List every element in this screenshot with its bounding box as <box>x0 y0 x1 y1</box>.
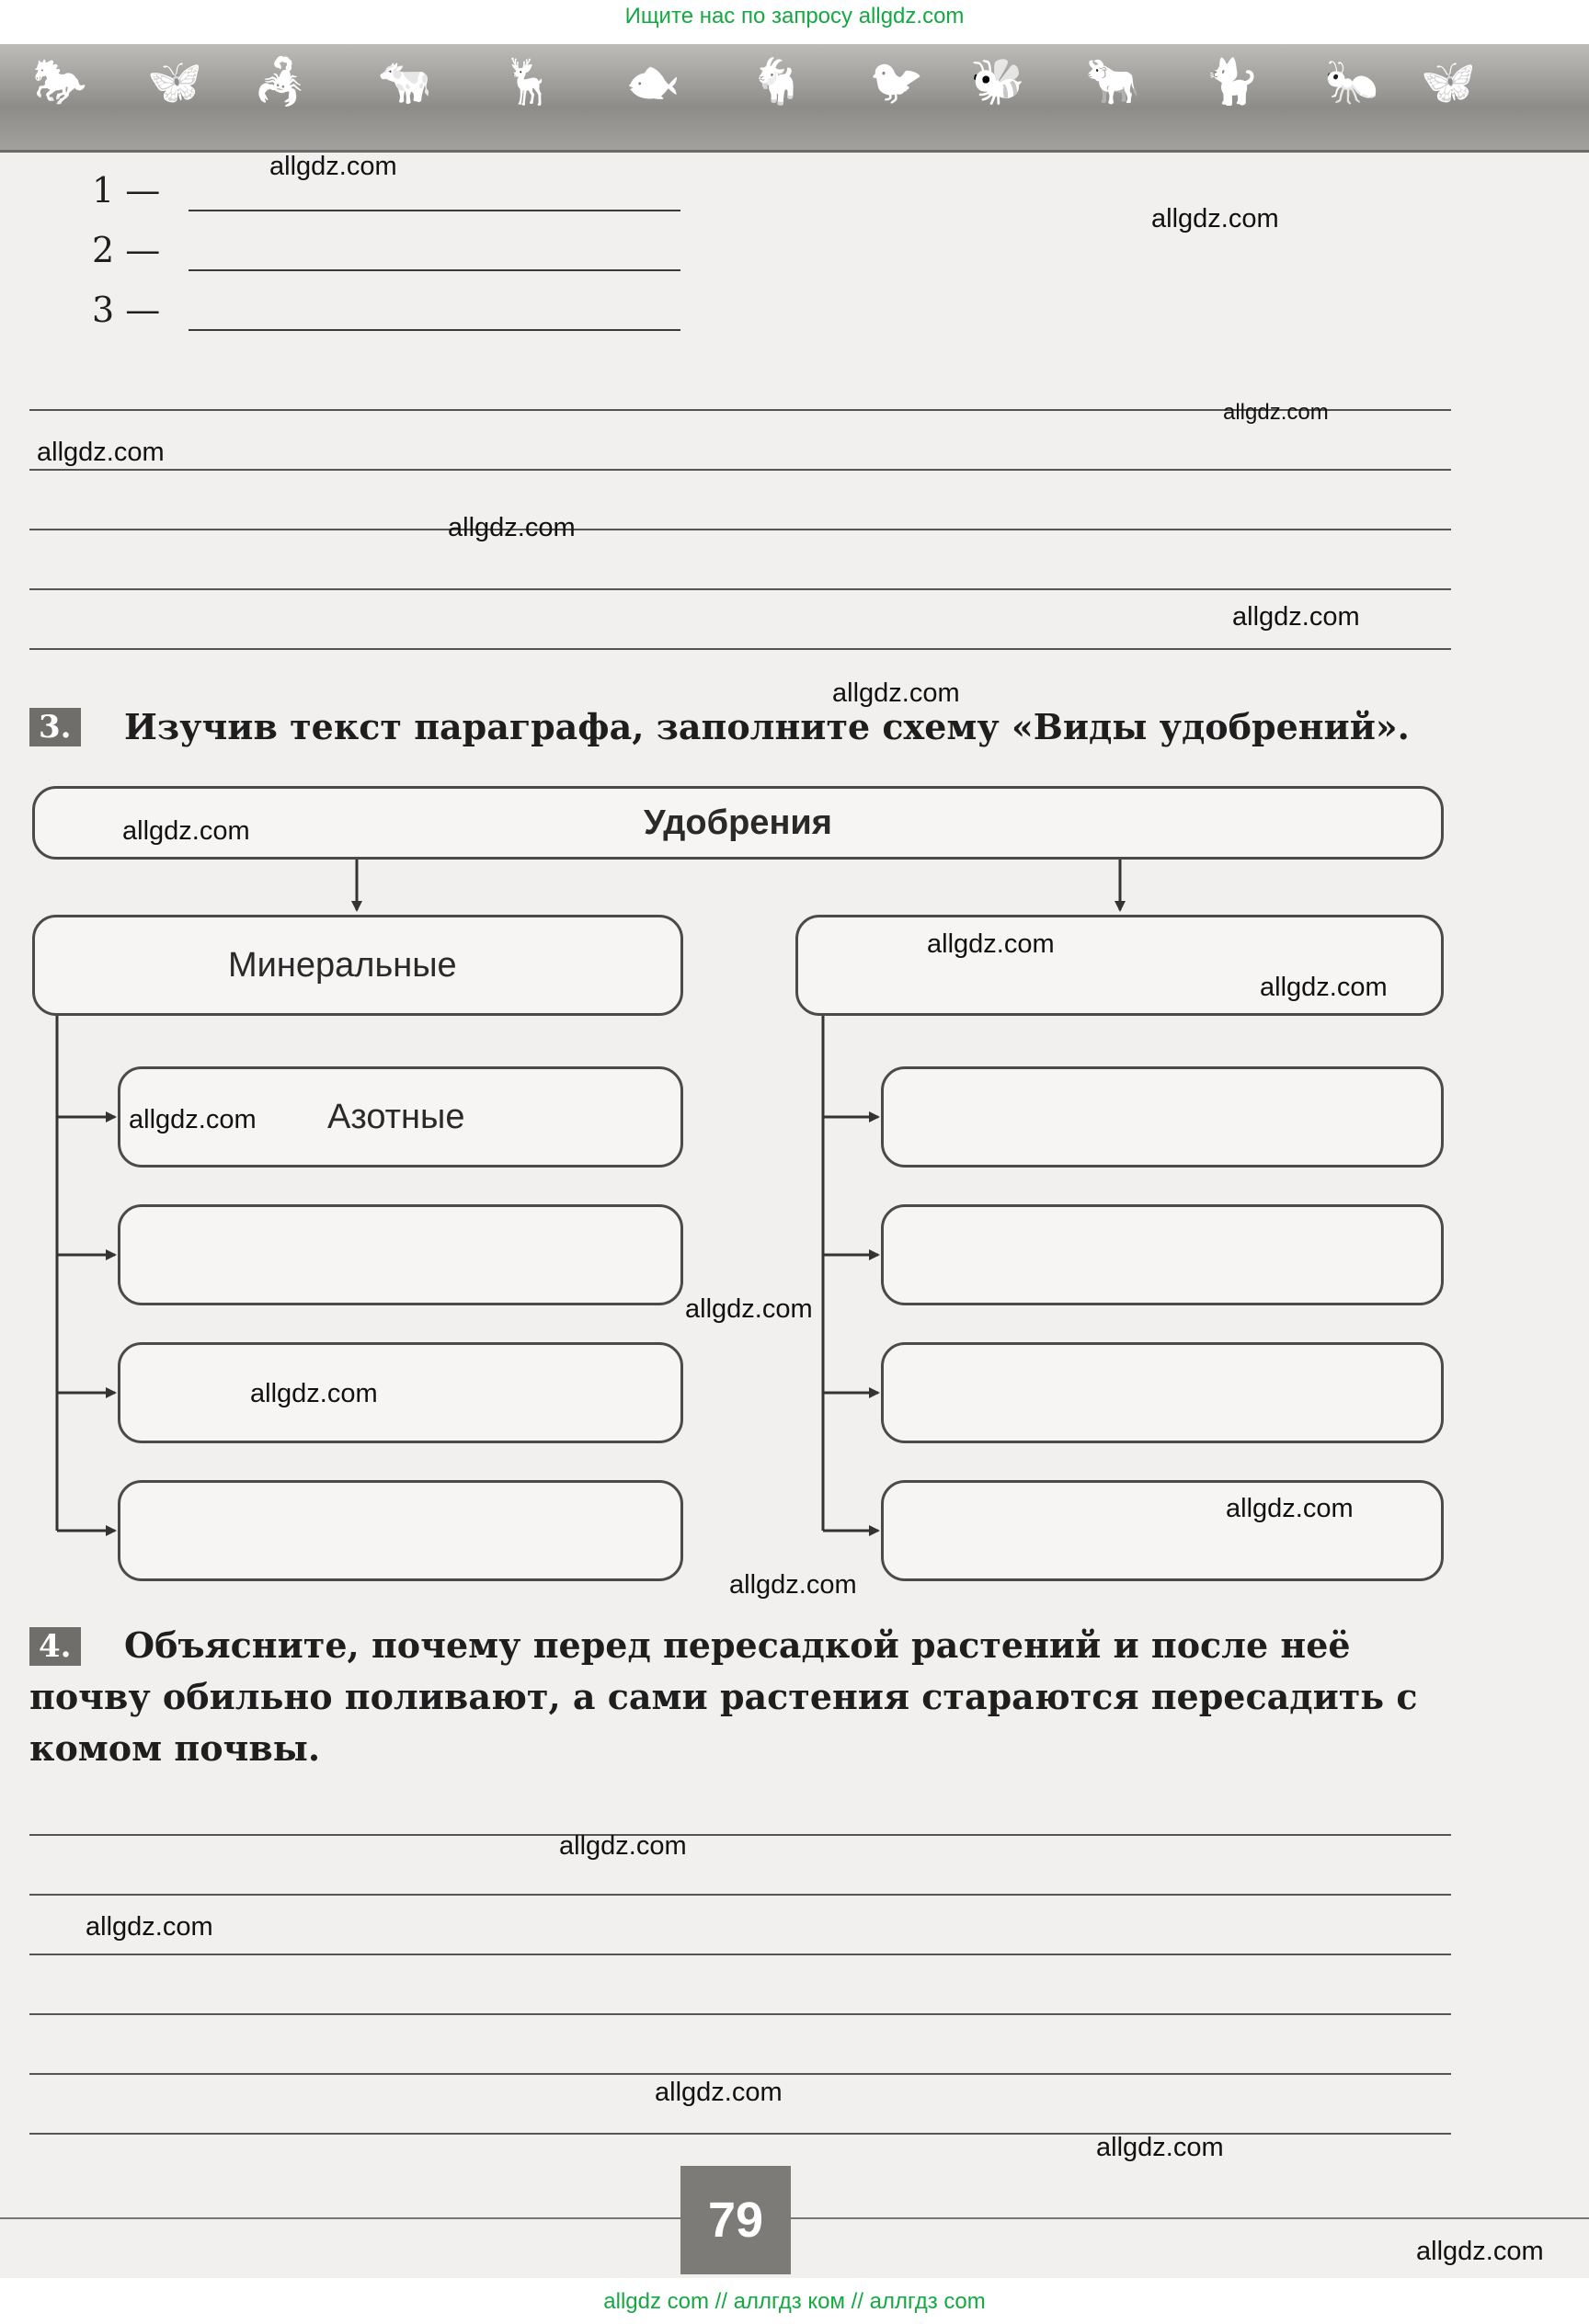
butterfly-icon: 🦋 <box>147 56 202 108</box>
watermark[interactable]: allgdz.com <box>37 438 165 467</box>
watermark[interactable]: allgdz.com <box>269 152 397 181</box>
watermark[interactable]: allgdz.com <box>86 1912 213 1942</box>
watermark[interactable]: allgdz.com <box>129 1105 257 1134</box>
footer-rule <box>0 2217 1589 2219</box>
left-branch-label: Минеральные <box>228 945 457 985</box>
watermark[interactable]: allgdz.com <box>1260 973 1388 1002</box>
watermark[interactable]: allgdz.com <box>1223 400 1329 425</box>
fish-icon: 🐟 <box>625 56 680 108</box>
root-box-label: Удобрения <box>644 803 832 842</box>
bottom-links[interactable]: allgdz com // аллгдз ком // аллгдз com <box>603 2289 986 2314</box>
left-item-label-1: Азотные <box>327 1097 465 1136</box>
watermark[interactable]: allgdz.com <box>448 513 576 542</box>
ruled-line[interactable] <box>29 1954 1451 1955</box>
left-item-box-2[interactable] <box>118 1204 683 1305</box>
watermark[interactable]: allgdz.com <box>729 1570 857 1600</box>
ant-icon: 🐜 <box>1324 56 1379 108</box>
cat-icon: 🐈 <box>1205 56 1260 108</box>
deer-icon: 🦌 <box>501 56 556 108</box>
right-item-box-3[interactable] <box>881 1342 1444 1443</box>
watermark[interactable]: allgdz.com <box>927 929 1055 959</box>
ruled-line[interactable] <box>29 2073 1451 2075</box>
task-4-number: 4. <box>29 1627 81 1666</box>
task-3-text: Изучив текст параграфа, заполните схему «Виды удобрений». <box>124 706 1410 747</box>
watermark[interactable]: allgdz.com <box>559 1831 687 1861</box>
numbered-line-3: 3 — <box>92 290 161 330</box>
ruled-line[interactable] <box>29 2133 1451 2135</box>
insect-icon: 🐝 <box>970 56 1025 108</box>
ruled-line[interactable] <box>29 2013 1451 2015</box>
watermark[interactable]: allgdz.com <box>1416 2237 1544 2266</box>
cow-icon: 🐄 <box>377 56 432 108</box>
watermark[interactable]: allgdz.com <box>1232 602 1360 632</box>
watermark[interactable]: allgdz.com <box>122 816 250 846</box>
horse-icon: 🐎 <box>32 56 87 108</box>
numbered-line-2: 2 — <box>92 230 161 270</box>
scorpion-icon: 🦂 <box>253 56 308 108</box>
moth-icon: 🦋 <box>1421 56 1476 108</box>
watermark[interactable]: allgdz.com <box>1096 2133 1224 2162</box>
right-item-box-1[interactable] <box>881 1066 1444 1168</box>
ruled-line[interactable] <box>29 1894 1451 1896</box>
left-branch-box[interactable] <box>32 915 683 1016</box>
bird-icon: 🐦 <box>869 56 924 108</box>
task-3-number: 3. <box>29 708 81 746</box>
watermark[interactable]: allgdz.com <box>1226 1494 1354 1523</box>
bull-icon: 🐂 <box>1085 56 1140 108</box>
left-item-box-4[interactable] <box>118 1480 683 1581</box>
numbered-line-1: 1 — <box>92 170 161 211</box>
goat-icon: 🐐 <box>749 56 805 108</box>
top-search-link[interactable]: Ищите нас по запросу allgdz.com <box>624 4 965 28</box>
watermark[interactable]: allgdz.com <box>250 1379 378 1408</box>
watermark[interactable]: allgdz.com <box>1151 204 1279 234</box>
page-number: 79 <box>680 2166 791 2274</box>
watermark[interactable]: allgdz.com <box>832 678 960 708</box>
right-item-box-2[interactable] <box>881 1204 1444 1305</box>
task-4-text: Объясните, почему перед пересадкой растений и после неё почву обильно поливают, а сами растения стараются пересадить с комом почвы. <box>29 1624 1418 1769</box>
watermark[interactable]: allgdz.com <box>685 1294 813 1324</box>
left-item-box-3[interactable] <box>118 1342 683 1443</box>
right-item-box-4[interactable] <box>881 1480 1444 1581</box>
watermark[interactable]: allgdz.com <box>655 2078 783 2107</box>
ruled-line[interactable] <box>29 1834 1451 1836</box>
